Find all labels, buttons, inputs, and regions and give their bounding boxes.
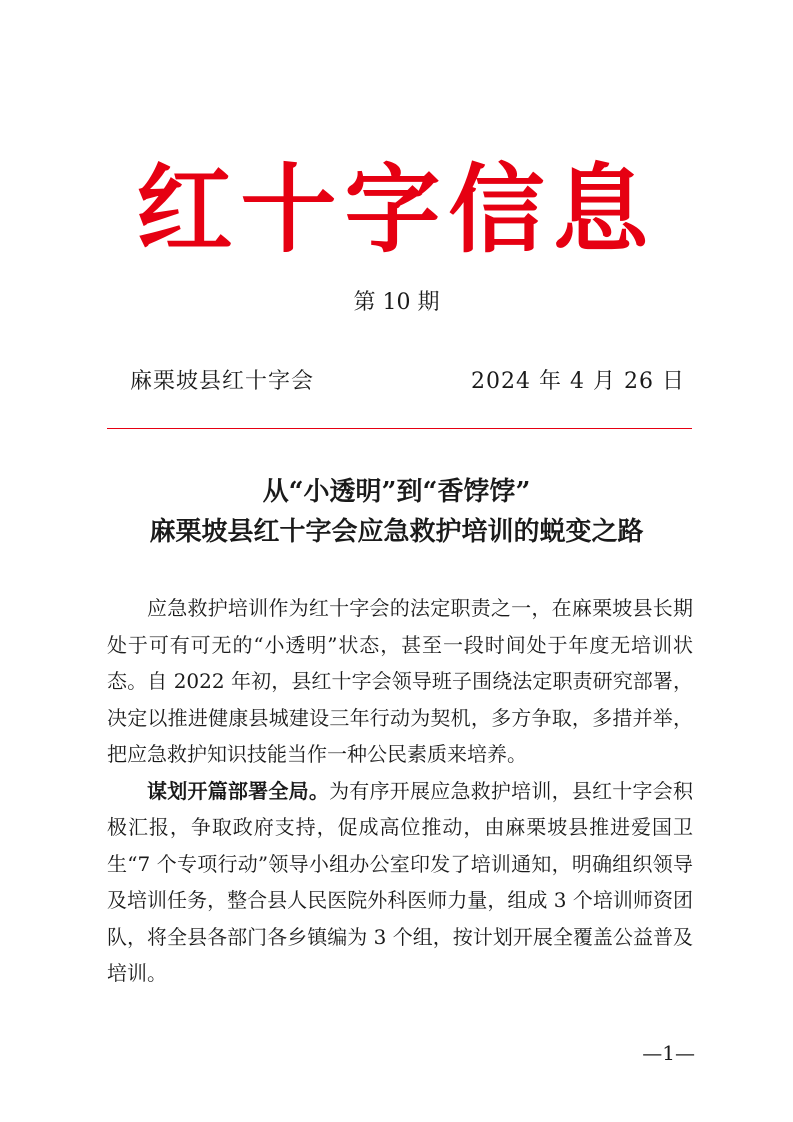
article-title-line2: 麻栗坡县红十字会应急救护培训的蜕变之路 [149,517,644,547]
header-divider [107,428,692,429]
publish-date: 2024 年 4 月 26 日 [471,369,685,394]
paragraph-intro: 应急救护培训作为红十字会的法定职责之一，在麻栗坡县长期处于可有可无的“小透明”状态，甚至一段时间处于年度无培训状态。自 2022 年初，县红十字会领导班子围绕法定职责研究部署，决定以推进健康县城建设三年行动为契机，多方争取，多措并举，把应急救护知识技能当作一种公民素质来培养。 [107,596,693,766]
page-number: —1— [642,1041,695,1065]
issue-number: 第 10 期 [353,290,440,315]
article-title-line1: 从“小透明”到“香饽饽” [262,477,531,507]
paragraph-planning-text: 为有序开展应急救护培训，县红十字会积极汇报，争取政府支持，促成高位推动，由麻栗坡县推进爱国卫生“7 个专项行动”领导小组办公室印发了培训通知，明确组织领导及培训任务，整合县人民医院外科医师力量，组成 3 个培训师资团队，将全县各部门各乡镇编为 3 个组，按计划开展全覆盖公益普及培训。 [107,778,694,985]
publisher-name: 麻栗坡县红十字会 [130,369,315,394]
paragraph-planning [107,773,693,992]
masthead-title: 红十字信息 [136,153,657,266]
article-body [107,590,693,992]
paragraph-lead-heading: 谋划开篇部署全局。 [147,778,330,803]
